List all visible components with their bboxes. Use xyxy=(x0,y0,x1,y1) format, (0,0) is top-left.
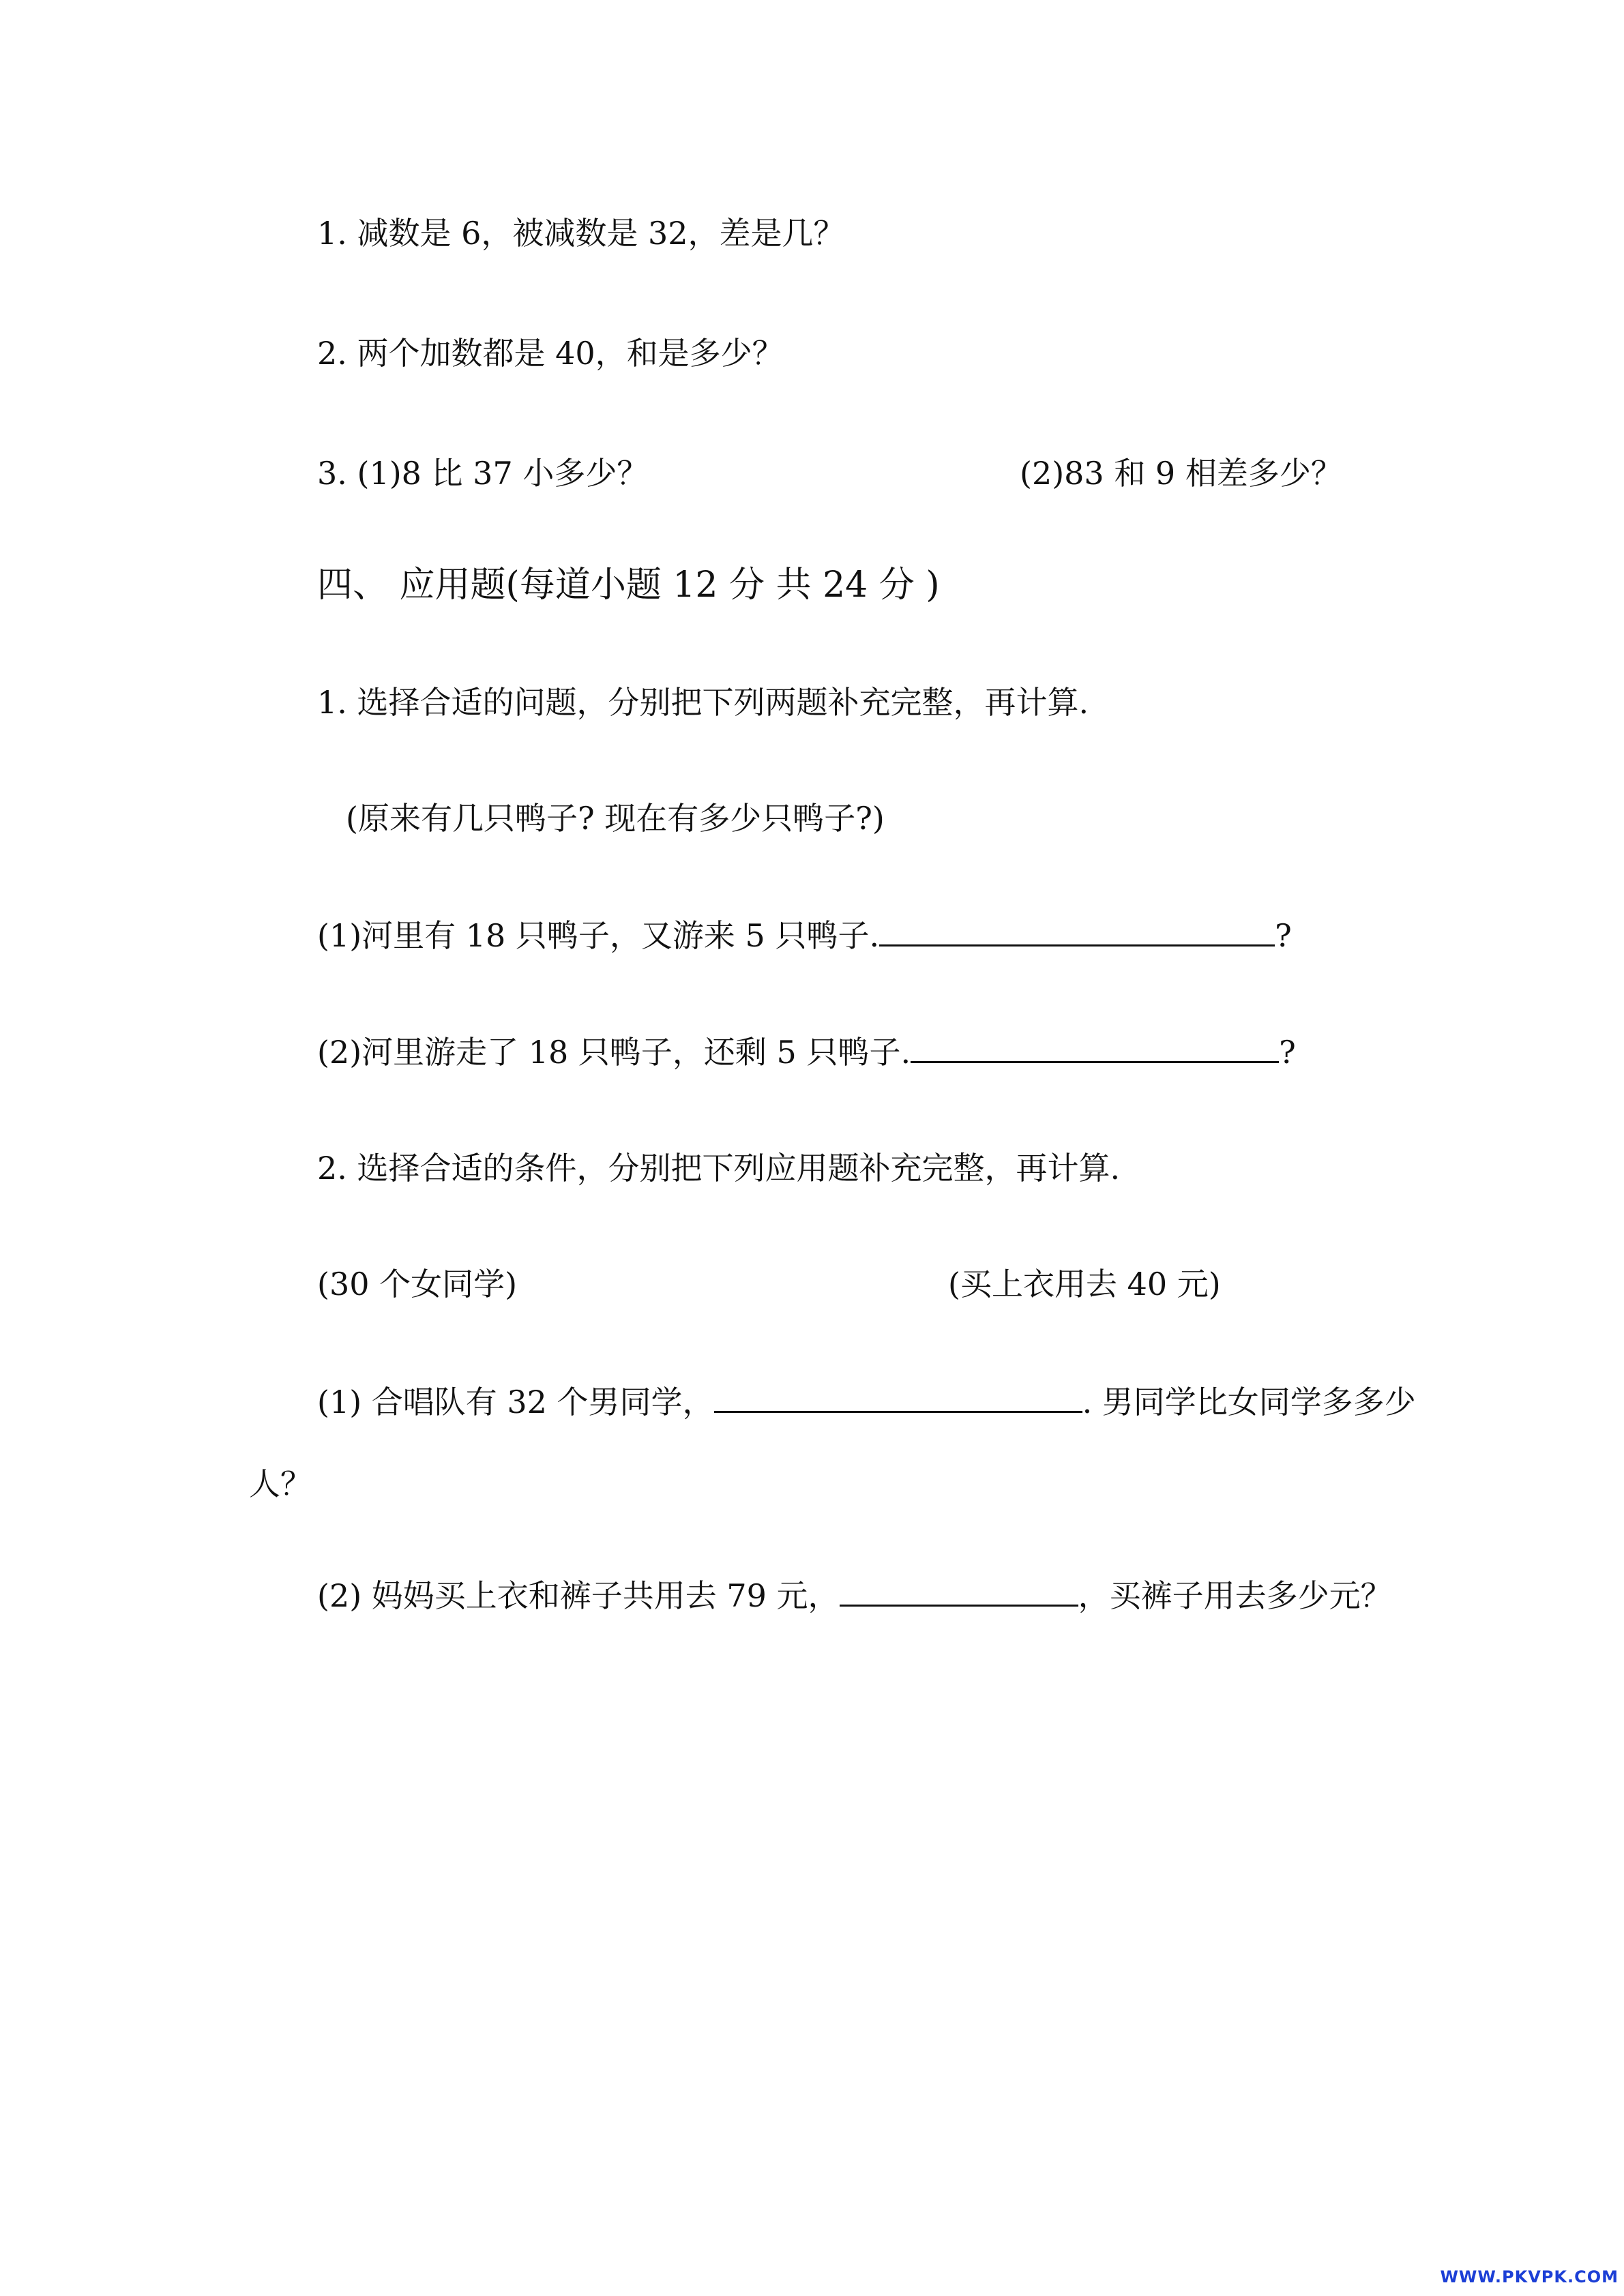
p2-b-blank[interactable] xyxy=(840,1577,1078,1607)
p2-instruction: 2. 选择合适的条件，分别把下列应用题补充完整，再计算. xyxy=(317,1150,1121,1187)
p1-a-blank[interactable] xyxy=(879,917,1275,946)
footer-watermark: WWW.PKVPK.COM xyxy=(1440,2267,1619,2286)
p1-instruction: 1. 选择合适的问题，分别把下列两题补充完整，再计算. xyxy=(317,684,1089,721)
p2-options xyxy=(317,1264,1221,1304)
p2-question-a xyxy=(317,1382,1416,1422)
p2-question-b xyxy=(317,1575,1392,1616)
p2-question-a-wrap: 人？ xyxy=(249,1465,312,1502)
q3-3 xyxy=(317,453,1342,494)
section4-heading: 四、 应用题(每道小题 12 分 共 24 分 ) xyxy=(317,565,940,606)
p1-b-end: ? xyxy=(1279,1034,1296,1071)
p1-question-b xyxy=(317,1032,1296,1073)
p2-option1: (30 个女同学) xyxy=(317,1266,518,1302)
p2-option2: (买上衣用去 40 元) xyxy=(948,1266,1221,1302)
p2-a-blank[interactable] xyxy=(714,1384,1082,1413)
p2-a-end: . 男同学比女同学多多少 xyxy=(1082,1384,1416,1420)
p1-a-text: (1)河里有 18 只鸭子，又游来 5 只鸭子. xyxy=(317,917,880,954)
q3-1: 1. 减数是 6，被减数是 32，差是几？ xyxy=(317,215,845,252)
p2-a-text: (1) 合唱队有 32 个男同学， xyxy=(317,1384,714,1420)
p1-a-end: ? xyxy=(1275,917,1292,954)
q3-3-part2: (2)83 和 9 相差多少？ xyxy=(1020,455,1342,492)
p2-b-text: (2) 妈妈买上衣和裤子共用去 79 元， xyxy=(317,1577,840,1614)
q3-3-part1: 3. (1)8 比 37 小多少？ xyxy=(317,455,649,492)
p1-b-text: (2)河里游走了 18 只鸭子，还剩 5 只鸭子. xyxy=(317,1034,911,1071)
p1-b-blank[interactable] xyxy=(911,1034,1279,1063)
p1-options: (原来有几只鸭子? 现在有多少只鸭子?) xyxy=(346,800,885,837)
q3-2: 2. 两个加数都是 40，和是多少？ xyxy=(317,335,784,372)
p1-question-a xyxy=(317,915,1292,956)
p2-b-end: ，买裤子用去多少元？ xyxy=(1078,1577,1392,1614)
